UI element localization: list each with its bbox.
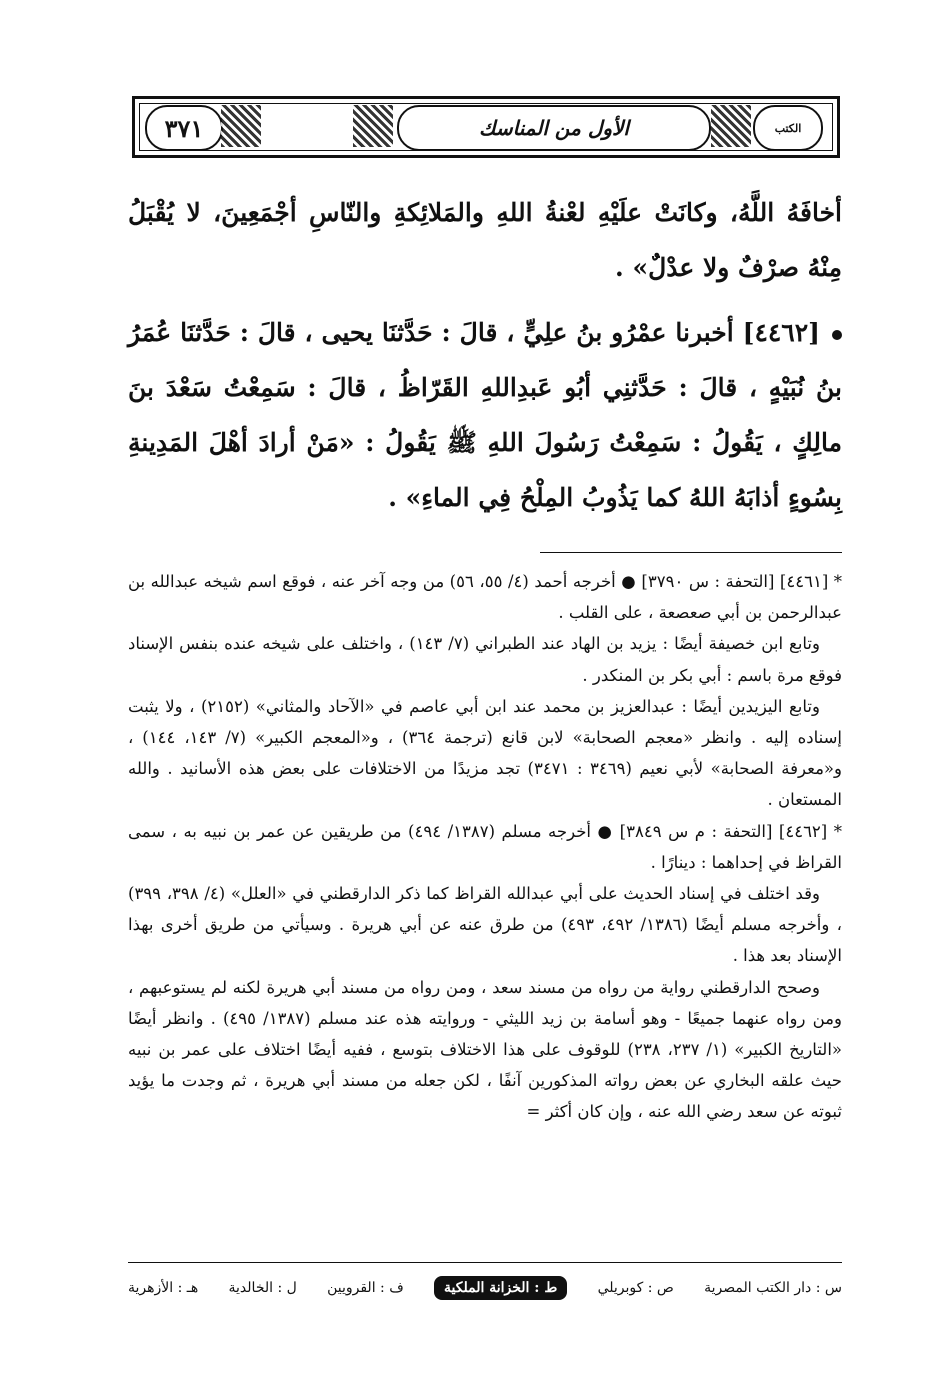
- legend-ha: هـ : الأزهرية: [128, 1280, 199, 1296]
- note-4462-p2: وقد اختلف في إسناد الحديث على أبي عبدالله القراظ كما ذكر الدارقطني في «العلل» (٤/ ٣٩٨، ٣٩٩) ، وأخرجه مسلم أيضًا (١٣٨٦/ ٤٩٢، ٤٩٣) من طرق عنه عن أبي هريرة . وسيأتي من طريق أخرى بهذا الإسناد بعد هذا .: [128, 884, 842, 966]
- legend-s: س : دار الكتب المصرية: [704, 1280, 842, 1296]
- hadith-continuation: أخافَهُ اللَّهُ، وكانَتْ علَيْهِ لعْنةُ اللهِ والمَلائِكةِ والنّاسِ أجْمَعِينَ، لا يُقْبَلُ مِنْهُ صرْفٌ ولا عدْلٌ» .: [128, 198, 842, 282]
- ornament-left: [221, 105, 261, 147]
- note-4461-head: * [٤٤٦١] [التحفة : س ٣٧٩٠] ● أخرجه أحمد (٤/ ٥٥، ٥٦) من وجه آخر عنه ، فوقع اسم شيخه عبدالله بن عبدالرحمن بن أبي صعصعة ، على القلب .: [128, 572, 843, 623]
- legend-ta: ط : الخزانة الملكية: [434, 1276, 567, 1300]
- note-4461-p2: وتابع ابن خصيفة أيضًا : يزيد بن الهاد عند الطبراني (٧/ ١٤٣) ، واختلف على شيخه عنده بنفس الإسناد فوقع مرة باسم : أبي بكر بن المنكدر .: [128, 634, 842, 685]
- legend-sad: ص : كوبريلي: [597, 1280, 674, 1296]
- publisher-seal: الكتب: [753, 105, 823, 151]
- ornament-right: [711, 105, 751, 147]
- note-4461-p3: وتابع اليزيدين أيضًا : عبدالعزيز بن محمد عند ابن أبي عاصم في «الآحاد والمثاني» (٢١٥٢) ، ولا يثبت إسناده إليه . وانظر «معجم الصحابة» لابن قانع (ترجمة ٣٦٤) ، و«المعجم الكبير» (٧/ ١٤٣، ١٤٤) ، و«معرفة الصحابة» لأبي نعيم (٣٤٦٩ : ٣٤٧١) تجد مزيدًا من الاختلافات على بعض هذه الأسانيد . والله المستعان .: [128, 696, 842, 810]
- bullet-icon: [832, 330, 842, 340]
- hadith-4462: [128, 305, 842, 525]
- legend-lam: ل : الخالدية: [228, 1280, 297, 1296]
- manuscript-legend: [128, 1268, 842, 1308]
- legend-fa: ف : القرويين: [327, 1280, 404, 1296]
- hadith-4462-text: [٤٤٦٢] أخبرنا عمْرُو بنُ علِيٍّ ، قالَ : حَدَّثنَا يحيى ، قالَ : حَدَّثنَا عُمَرُ بنُ نُبَيْهٍ ، قالَ : حَدَّثنِي أبُو عَبدِاللهِ القَرّاظُ ، قالَ : سَمِعْتُ سَعْدَ بنَ مالِكٍ ، يَقُولُ : سَمِعْتُ رَسُولَ اللهِ ﷺ يَقُولُ : «مَنْ أرادَ أهْلَ المَدِينةِ بِسُوءٍ أذابَهُ اللهُ كما يَذُوبُ المِلْحُ فِي الماءِ» .: [128, 318, 842, 512]
- book-title: الأول من المناسك: [397, 105, 711, 151]
- footer-rule: [128, 1262, 842, 1263]
- footnote-divider: [540, 552, 842, 553]
- note-4462-head: * [٤٤٦٢] [التحفة : م س ٣٨٤٩] ● أخرجه مسلم (١٣٨٧/ ٤٩٤) من طريقين عن عمر بن نبيه به ، سمى القراظ في إحداهما : دينارًا .: [128, 821, 842, 872]
- hadith-text: [128, 185, 842, 525]
- note-4462-p3: وصحح الدارقطني رواية من رواه من مسند سعد ، ومن رواه من مسند أبي هريرة لكنه لم يستوعبهم ، ومن رواه عنهما جميعًا - وهو أسامة بن زيد الليثي - وروايته هذه عند مسلم (١٣٨٧/ ٤٩٥) . وانظر أيضًا «التاريخ الكبير» (١/ ٢٣٧، ٢٣٨) للوقوف على هذا الاختلاف بتوسع ، ففيه أيضًا اختلاف على عمر بن نبيه حيث علقه البخاري عن بعض رواته المذكورين آنفًا ، لكن جعله من مسند أبي هريرة ، ثم وجدت ما يؤيد ثبوته عن سعد رضي الله عنه ، وإن كان أكثر =: [128, 977, 843, 1122]
- ornament-left-inner: [353, 105, 393, 147]
- page-header: [132, 96, 840, 158]
- page-number: ٣٧١: [145, 105, 223, 151]
- footnotes: [128, 566, 842, 1128]
